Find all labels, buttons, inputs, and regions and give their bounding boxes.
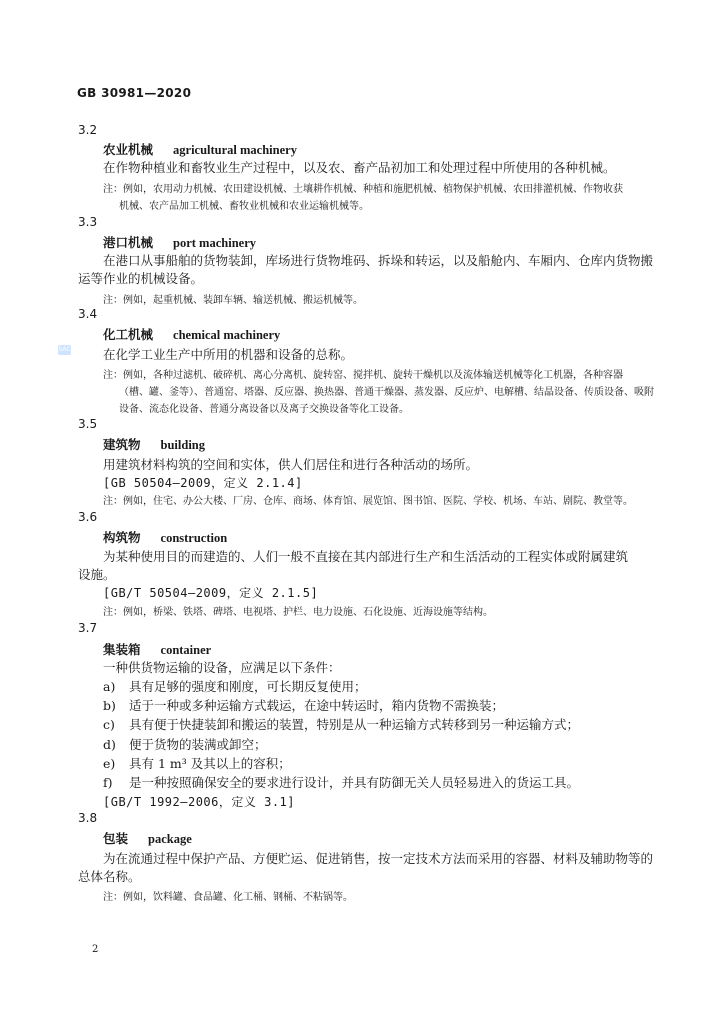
- term-zh: 包装: [103, 831, 129, 846]
- note-continuation: 机械、农产品加工机械、畜牧业机械和农业运输机械等。: [119, 201, 369, 212]
- list-item: e) 具有 1 m³ 及其以上的容积；: [103, 756, 291, 771]
- note: 注：例如，农用动力机械、农田建设机械、土壤耕作机械、种植和施肥机械、植物保护机械、农田排灌机械、作物收获: [103, 184, 623, 195]
- clause-number: 3.8: [78, 811, 98, 825]
- list-item: b) 适于一种或多种运输方式载运，在途中转运时，箱内货物不需换装；: [103, 698, 505, 713]
- term-en: package: [148, 832, 192, 846]
- note: 注：例如，桥梁、铁塔、碑塔、电视塔、护栏、电力设施、石化设施、近海设施等结构。: [103, 607, 493, 618]
- list-item: c) 具有便于快捷装卸和搬运的装置，特别是从一种运输方式转移到另一种运输方式；: [103, 717, 580, 732]
- term-en: chemical machinery: [173, 328, 281, 342]
- term-title: [103, 829, 192, 847]
- note-continuation: （槽、罐、釜等）、普通窑、塔器、反应器、换热器、普通干燥器、蒸发器、反应炉、电解槽、结晶设备、传质设备、吸附: [119, 387, 654, 398]
- standard-code-header: GB 30981—2020: [77, 86, 192, 100]
- source-reference: [GB/T 50504—2009，定义 2.1.5]: [103, 586, 319, 600]
- definition: 用建筑材料构筑的空间和实体，供人们居住和进行各种活动的场所。: [103, 457, 479, 472]
- definition-continuation: 设施。: [78, 567, 116, 582]
- definition: 一种供货物运输的设备，应满足以下条件：: [103, 660, 341, 675]
- note: 注：例如，起重机械、装卸车辆、输送机械、搬运机械等。: [103, 295, 363, 306]
- term-title: [103, 140, 297, 158]
- term-en: construction: [160, 531, 228, 545]
- list-item: a) 具有足够的强度和刚度，可长期反复使用；: [103, 679, 367, 694]
- page-number: 2: [92, 944, 99, 955]
- clause-number: 3.3: [78, 215, 98, 229]
- term-en: building: [160, 438, 205, 452]
- definition: 在港口从事船舶的货物装卸，库场进行货物堆码、拆垛和转运，以及船舱内、车厢内、仓库内货物搬: [103, 253, 654, 268]
- clause-number: 3.2: [78, 123, 98, 137]
- definition: 在作物种植业和畜牧业生产过程中，以及农、畜产品初加工和处理过程中所使用的各种机械。: [103, 160, 616, 175]
- term-zh: 建筑物: [103, 437, 141, 452]
- note-continuation: 设备、流态化设备、普通分离设备以及离子交换设备等化工设备。: [119, 404, 409, 415]
- sac-watermark-logo: SAC: [58, 346, 71, 353]
- list-item: f) 是一种按照确保安全的要求进行设计，并具有防御无关人员轻易进入的货运工具。: [103, 775, 580, 790]
- note: 注：例如，饮料罐、食品罐、化工桶、钢桶、不粘锅等。: [103, 892, 353, 903]
- term-en: container: [160, 643, 212, 657]
- term-zh: 化工机械: [103, 327, 154, 342]
- definition: 为某种使用目的而建造的、人们一般不直接在其内部进行生产和生活活动的工程实体或附属建筑: [103, 549, 629, 564]
- term-zh: 集装箱: [103, 642, 141, 657]
- term-title: [103, 640, 211, 658]
- clause-number: 3.7: [78, 621, 98, 635]
- source-reference: [GB 50504—2009，定义 2.1.4]: [103, 476, 303, 490]
- definition: 在化学工业生产中所用的机器和设备的总称。: [103, 347, 354, 362]
- definition: 为在流通过程中保护产品、方便贮运、促进销售，按一定技术方法而采用的容器、材料及辅助物等的: [103, 851, 654, 866]
- clause-number: 3.6: [78, 510, 98, 524]
- source-reference: [GB/T 1992—2006，定义 3.1]: [103, 795, 295, 809]
- term-title: [103, 528, 227, 546]
- clause-number: 3.4: [78, 307, 98, 321]
- definition-continuation: 运等作业的机械设备。: [78, 271, 204, 286]
- term-zh: 农业机械: [103, 142, 154, 157]
- note: 注：例如，住宅、办公大楼、厂房、仓库、商场、体育馆、展览馆、图书馆、医院、学校、机场、车站、剧院、教堂等。: [103, 496, 633, 507]
- term-zh: 港口机械: [103, 235, 154, 250]
- definition-continuation: 总体名称。: [78, 869, 141, 884]
- term-title: [103, 233, 256, 251]
- term-en: port machinery: [173, 236, 256, 250]
- term-zh: 构筑物: [103, 530, 141, 545]
- term-en: agricultural machinery: [173, 143, 297, 157]
- list-item: d) 便于货物的装满或卸空；: [103, 737, 267, 752]
- note: 注：例如，各种过滤机、破碎机、离心分离机、旋转窑、搅拌机、旋转干燥机以及流体输送机械等化工机器，各种容器: [103, 370, 623, 381]
- term-title: [103, 435, 205, 453]
- clause-number: 3.5: [78, 417, 98, 431]
- term-title: [103, 325, 280, 343]
